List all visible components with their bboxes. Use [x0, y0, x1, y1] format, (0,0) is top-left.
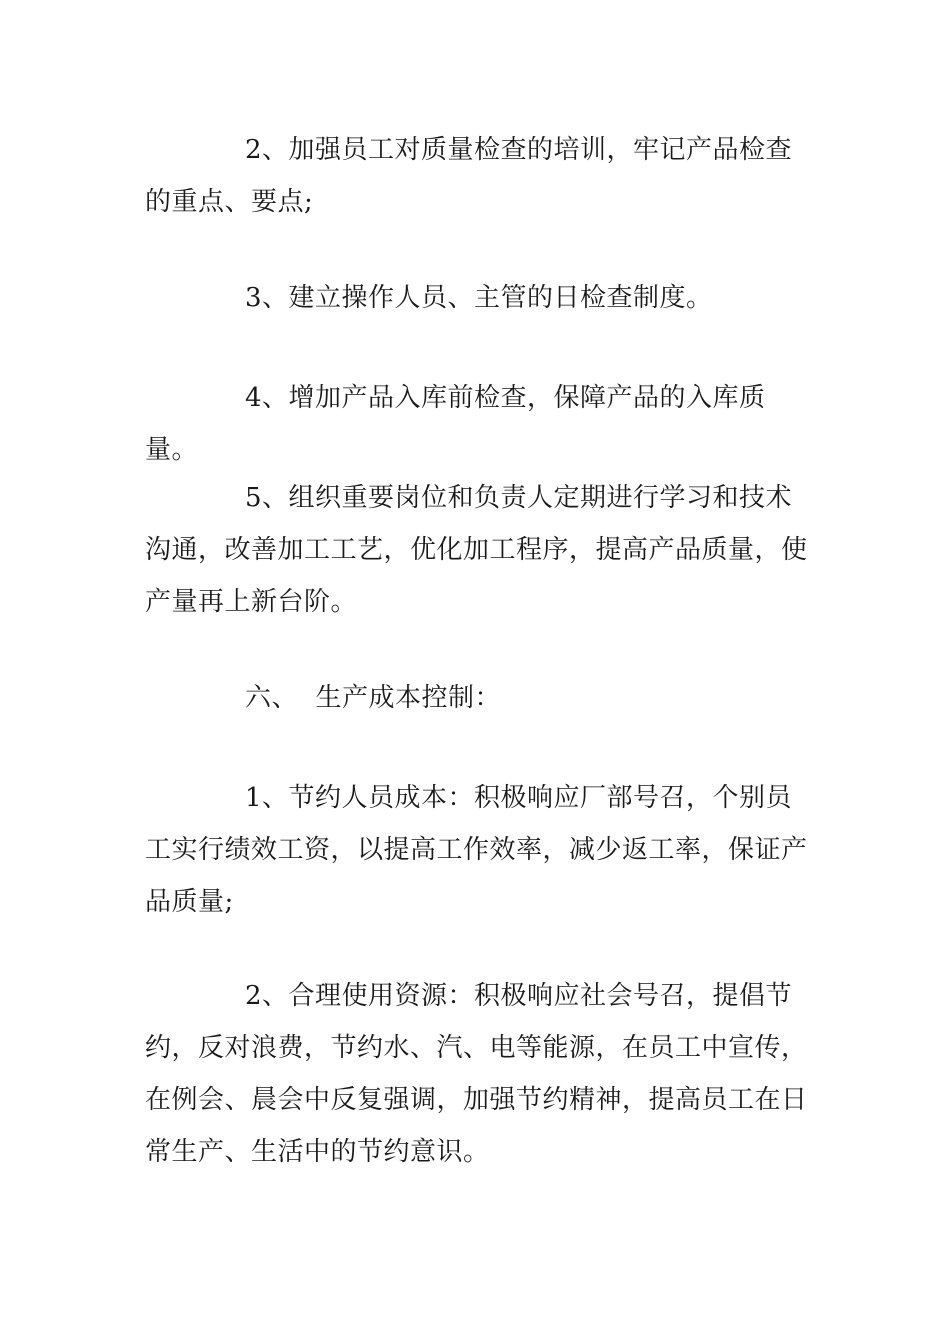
paragraph-storage-inspection: 4、增加产品入库前检查，保障产品的入库质量。 [145, 383, 766, 465]
paragraph-technical-exchange: 5、组织重要岗位和负责人定期进行学习和技术沟通，改善加工工艺，优化加工程序，提高产品质量，使产量再上新台阶。 [145, 483, 808, 617]
paragraph-personnel-cost: 1、节约人员成本：积极响应厂部号召，个别员工实行绩效工资，以提高工作效率，减少返工率，保证产品质量; [145, 783, 808, 917]
section-heading-cost-control: 六、 生产成本控制： [245, 683, 502, 713]
paragraph-quality-training: 2、加强员工对质量检查的培训，牢记产品检查的重点、要点; [145, 135, 793, 217]
paragraph-resource-usage: 2、合理使用资源：积极响应社会号召，提倡节约，反对浪费，节约水、汽、电等能源，在员工中宣传，在例会、晨会中反复强调，加强节约精神，提高员工在日常生产、生活中的节约意识。 [145, 981, 808, 1167]
paragraph-daily-inspection: 3、建立操作人员、主管的日检查制度。 [245, 283, 713, 313]
